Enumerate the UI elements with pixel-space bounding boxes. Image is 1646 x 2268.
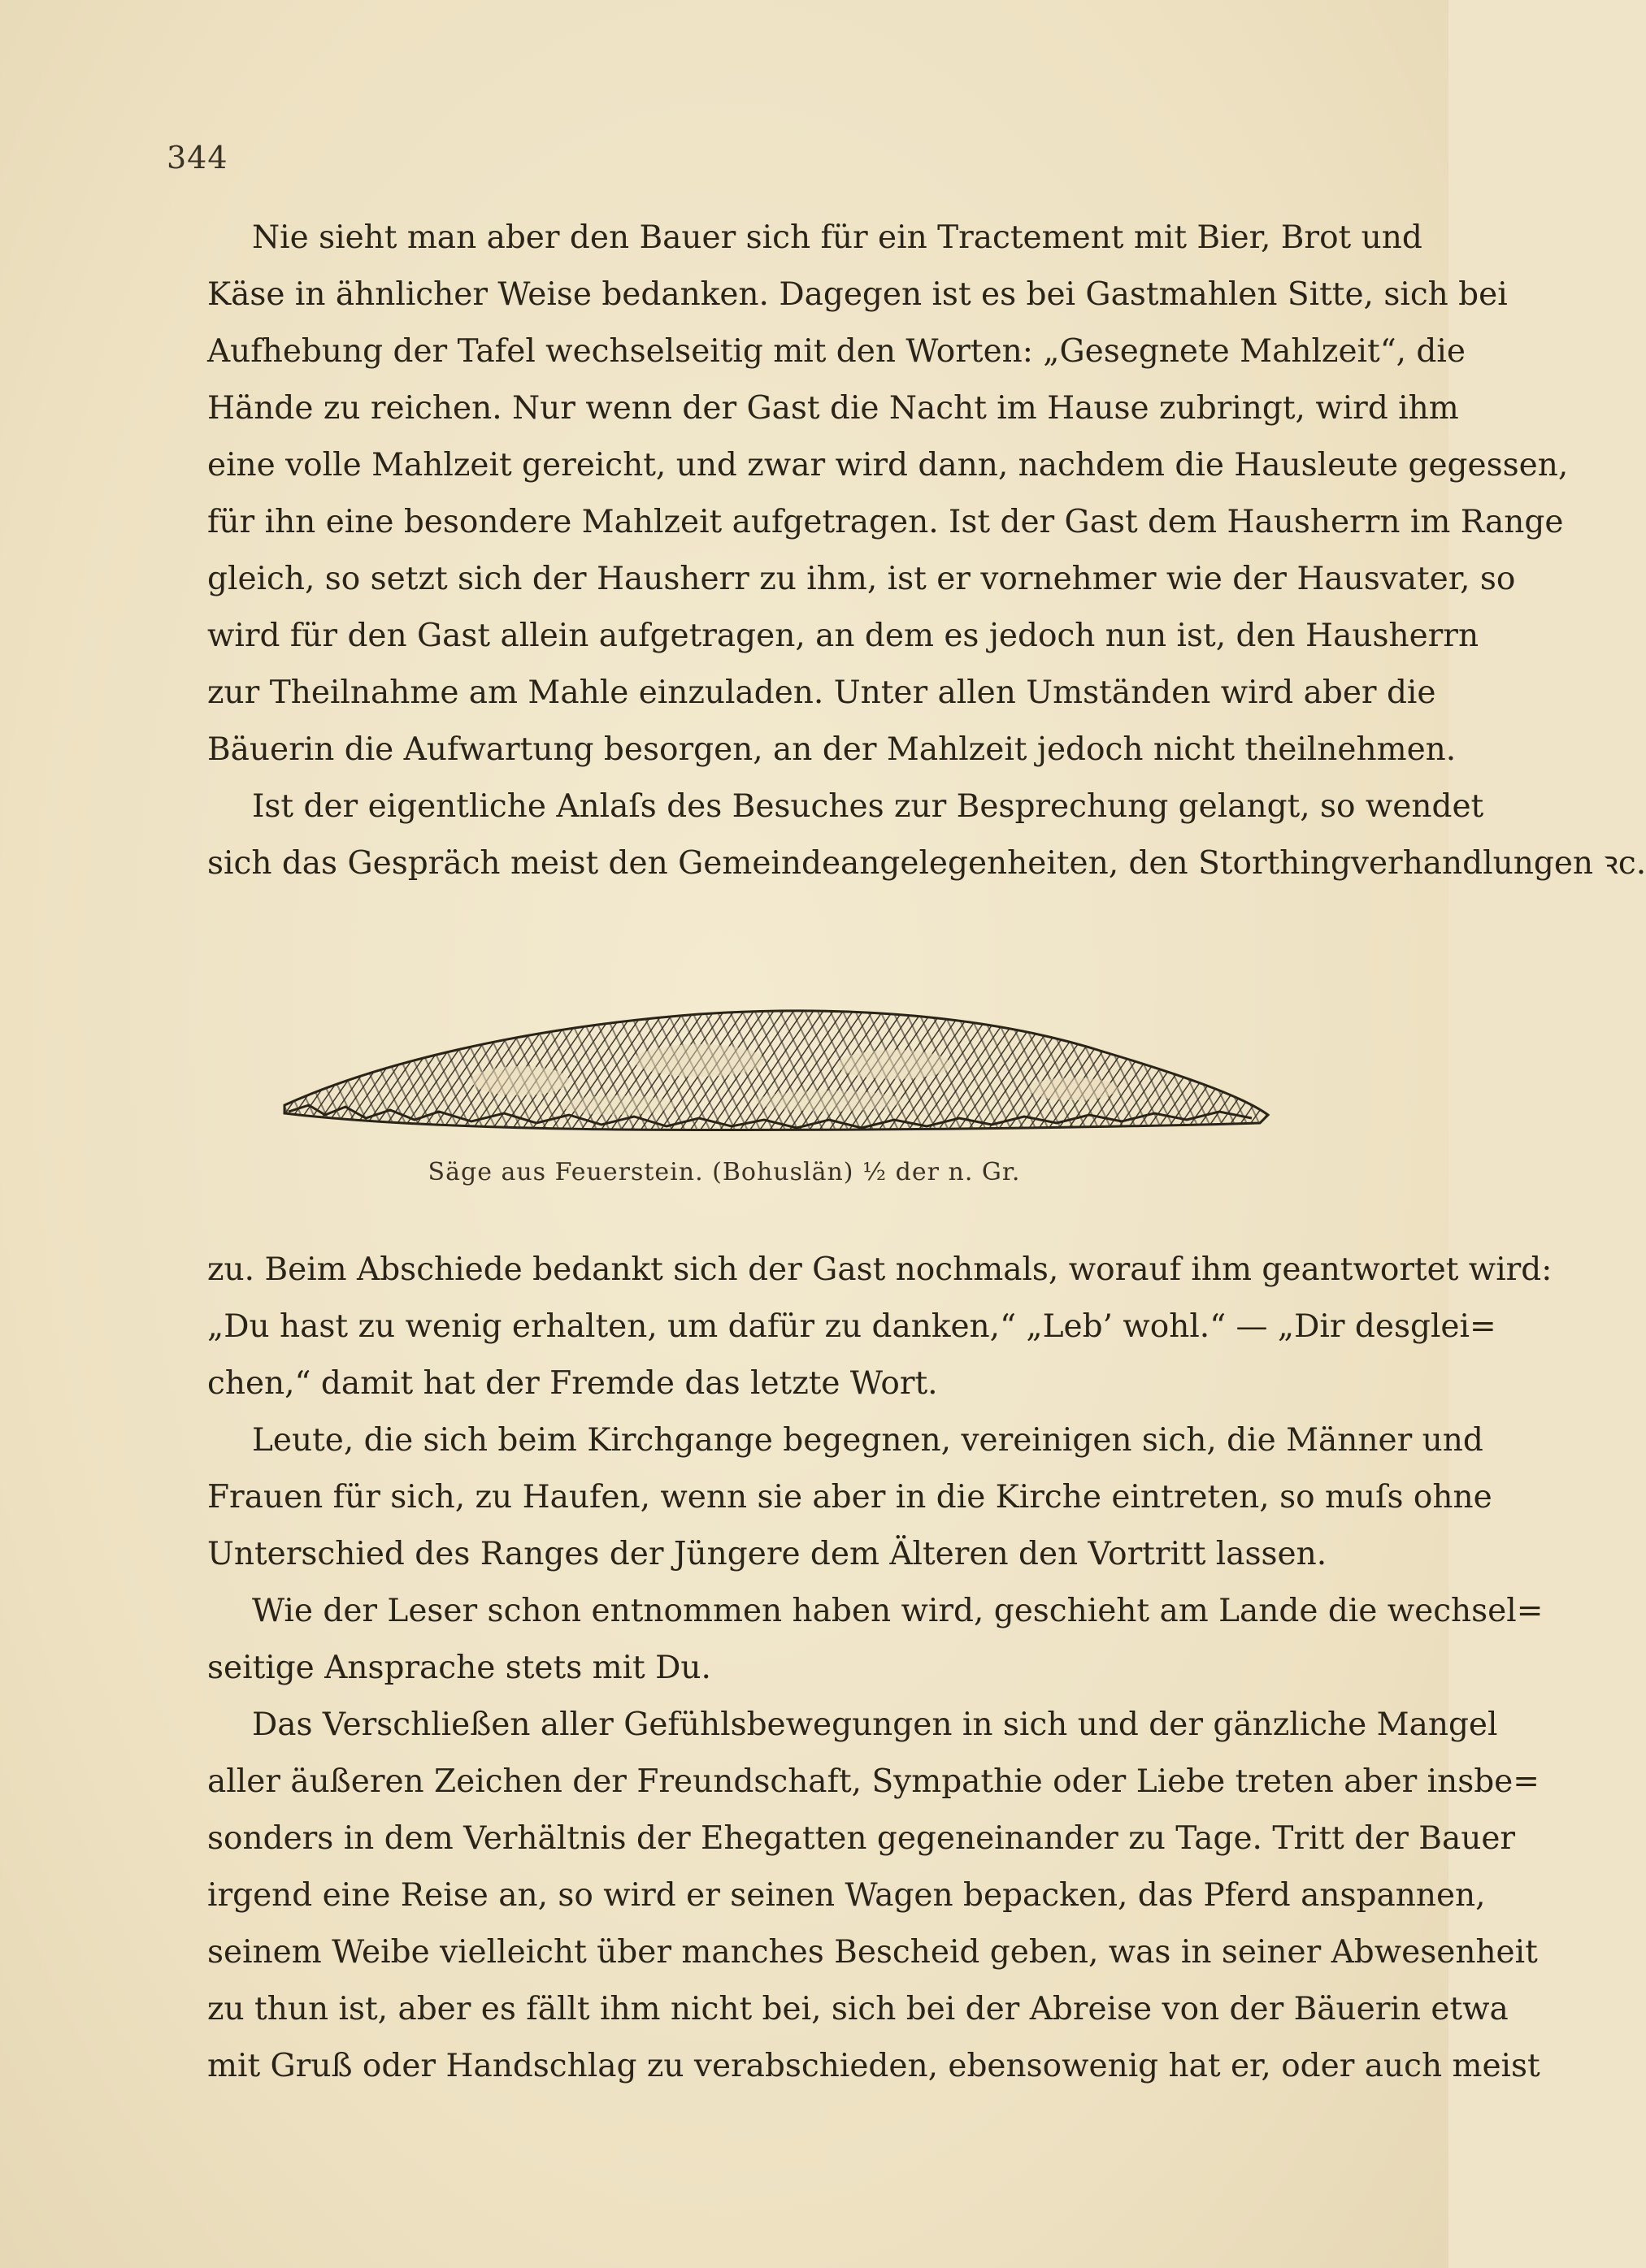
text-line: Hände zu reichen. Nur wenn der Gast die Nacht im Hause zubringt, wird ihm [207, 390, 1459, 427]
text-line: zu. Beim Abschiede bedankt sich der Gast nochmals, worauf ihm geantwortet wird: [207, 1251, 1553, 1288]
text-line: sonders in dem Verhältnis der Ehegatten gegeneinander zu Tage. Tritt der Bauer [207, 1820, 1516, 1857]
text-line: aller äußeren Zeichen der Freundschaft, Sympathie oder Liebe treten aber insbe= [207, 1763, 1540, 1800]
text-line: zur Theilnahme am Mahle einzuladen. Unter allen Umständen wird aber die [207, 674, 1436, 711]
text-line: irgend eine Reise an, so wird er seinen Wagen bepacken, das Pferd anspannen, [207, 1877, 1486, 1914]
text-block-1 [207, 210, 1646, 892]
text-line: Aufhebung der Tafel wechselseitig mit den Worten: „Gesegnete Mahlzeit“, die [207, 333, 1466, 370]
figure-caption: Säge aus Feuerstein. (Bohuslän) ½ der n. Gr. [428, 1158, 1021, 1186]
text-line: Bäuerin die Aufwartung besorgen, an der Mahlzeit jedoch nicht theilnehmen. [207, 731, 1457, 768]
text-line: Nie sieht man aber den Bauer sich für ein Tractement mit Bier, Brot und [252, 219, 1422, 256]
text-line: wird für den Gast allein aufgetragen, an dem es jedoch nun ist, den Hausherrn [207, 618, 1479, 654]
text-line: eine volle Mahlzeit gereicht, und zwar wird dann, nachdem die Hausleute gegessen, [207, 447, 1569, 484]
text-line: Wie der Leser schon entnommen haben wird, geschieht am Lande die wechsel= [252, 1593, 1544, 1629]
text-line: Unterschied des Ranges der Jüngere dem Älteren den Vortritt lassen. [207, 1536, 1327, 1572]
page-number: 344 [167, 140, 228, 176]
text-line: sich das Gespräch meist den Gemeindeangelegenheiten, den Storthingverhandlungen ꝛc. [207, 845, 1646, 882]
text-line: Frauen für sich, zu Haufen, wenn sie aber in die Kirche eintreten, so muſs ohne [207, 1479, 1492, 1516]
text-block-2 [207, 1242, 1553, 2095]
text-line: Leute, die sich beim Kirchgange begegnen, vereinigen sich, die Männer und [252, 1422, 1483, 1459]
text-line: für ihn eine besondere Mahlzeit aufgetragen. Ist der Gast dem Hausherrn im Range [207, 504, 1564, 540]
text-line: seinem Weibe vielleicht über manches Bescheid geben, was in seiner Abwesenheit [207, 1934, 1538, 1971]
text-line: Käse in ähnlicher Weise bedanken. Dagegen ist es bei Gastmahlen Sitte, sich bei [207, 276, 1508, 313]
text-line: Ist der eigentliche Anlaſs des Besuches zur Besprechung gelangt, so wendet [252, 788, 1484, 825]
text-line: gleich, so setzt sich der Hausherr zu ihm, ist er vornehmer wie der Hausvater, so [207, 561, 1516, 597]
text-line: zu thun ist, aber es fällt ihm nicht bei, sich bei der Abreise von der Bäuerin etwa [207, 1991, 1509, 2027]
text-line: „Du hast zu wenig erhalten, um dafür zu danken,“ „Leb’ wohl.“ — „Dir desglei= [207, 1308, 1496, 1345]
flint-saw-illustration [276, 983, 1276, 1146]
text-line: Das Verschließen aller Gefühlsbewegungen in sich und der gänzliche Mangel [252, 1706, 1498, 1743]
text-line: seitige Ansprache stets mit Du. [207, 1650, 711, 1686]
text-line: chen,“ damit hat der Fremde das letzte Wort. [207, 1365, 938, 1402]
text-line: mit Gruß oder Handschlag zu verabschieden, ebensowenig hat er, oder auch meist [207, 2048, 1540, 2084]
